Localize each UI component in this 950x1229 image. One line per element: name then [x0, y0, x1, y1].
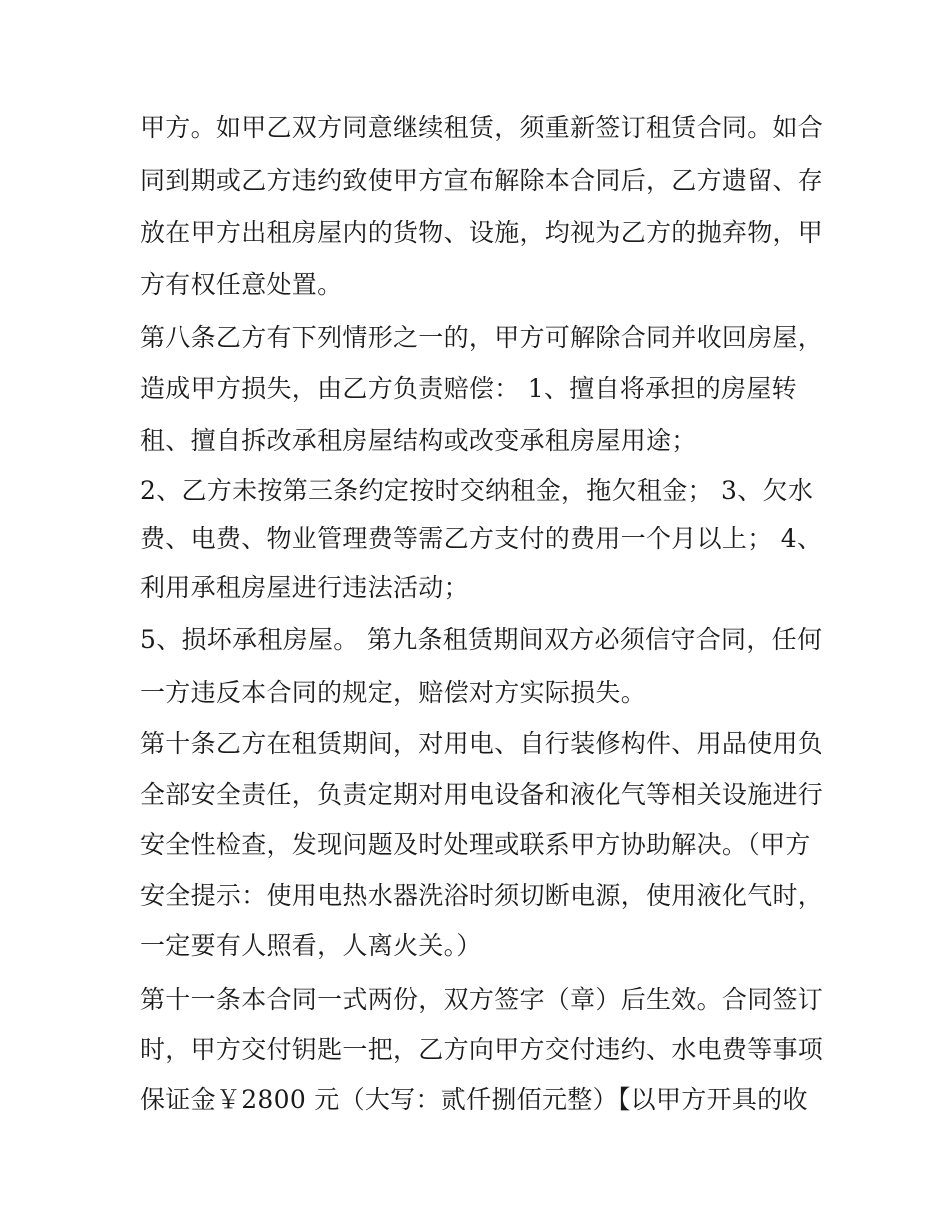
text-line: 费、电费、物业管理费等需乙方支付的费用一个月以上； 4、 — [140, 524, 823, 553]
text-line: 时，甲方交付钥匙一把，乙方向甲方交付违约、水电费等事项 — [140, 1035, 824, 1064]
text-line: 安全性检查，发现问题及时处理或联系甲方协助解决。（甲方 — [140, 830, 811, 859]
text-line: 造成甲方损失，由乙方负责赔偿： 1、擅自将承担的房屋转 — [140, 374, 797, 403]
text-line: 一方违反本合同的规定，赔偿对方实际损失。 — [140, 678, 647, 707]
text-line: 第八条乙方有下列情形之一的，甲方可解除合同并收回房屋， — [140, 323, 824, 352]
text-line: 同到期或乙方违约致使甲方宣布解除本合同后，乙方遗留、存 — [140, 166, 824, 195]
text-line: 甲方。如甲乙双方同意继续租赁，须重新签订租赁合同。如合 — [140, 113, 824, 142]
text-line: 保证金￥2800 元（大写：贰仟捌佰元整）【以甲方开具的收 — [140, 1085, 808, 1114]
text-line: 第十条乙方在租赁期间，对用电、自行装修构件、用品使用负 — [140, 729, 824, 758]
text-line: 方有权任意处置。 — [140, 270, 343, 299]
text-line: 第十一条本合同一式两份，双方签字（章）后生效。合同签订 — [140, 985, 824, 1014]
text-line: 租、擅自拆改承租房屋结构或改变承租房屋用途； — [140, 426, 697, 455]
text-line: 利用承租房屋进行违法活动； — [140, 573, 469, 602]
text-line: 放在甲方出租房屋内的货物、设施，均视为乙方的抛弃物，甲 — [140, 218, 824, 247]
text-line: 一定要有人照看，人离火关。） — [140, 931, 482, 960]
text-line: 安全提示：使用电热水器洗浴时须切断电源，使用液化气时， — [140, 881, 824, 910]
text-line: 5、损坏承租房屋。 第九条租赁期间双方必须信守合同，任何 — [140, 625, 823, 654]
text-line: 2、乙方未按第三条约定按时交纳租金，拖欠租金； 3、欠水 — [140, 476, 814, 505]
text-line: 全部安全责任，负责定期对用电设备和液化气等相关设施进行 — [140, 780, 824, 809]
